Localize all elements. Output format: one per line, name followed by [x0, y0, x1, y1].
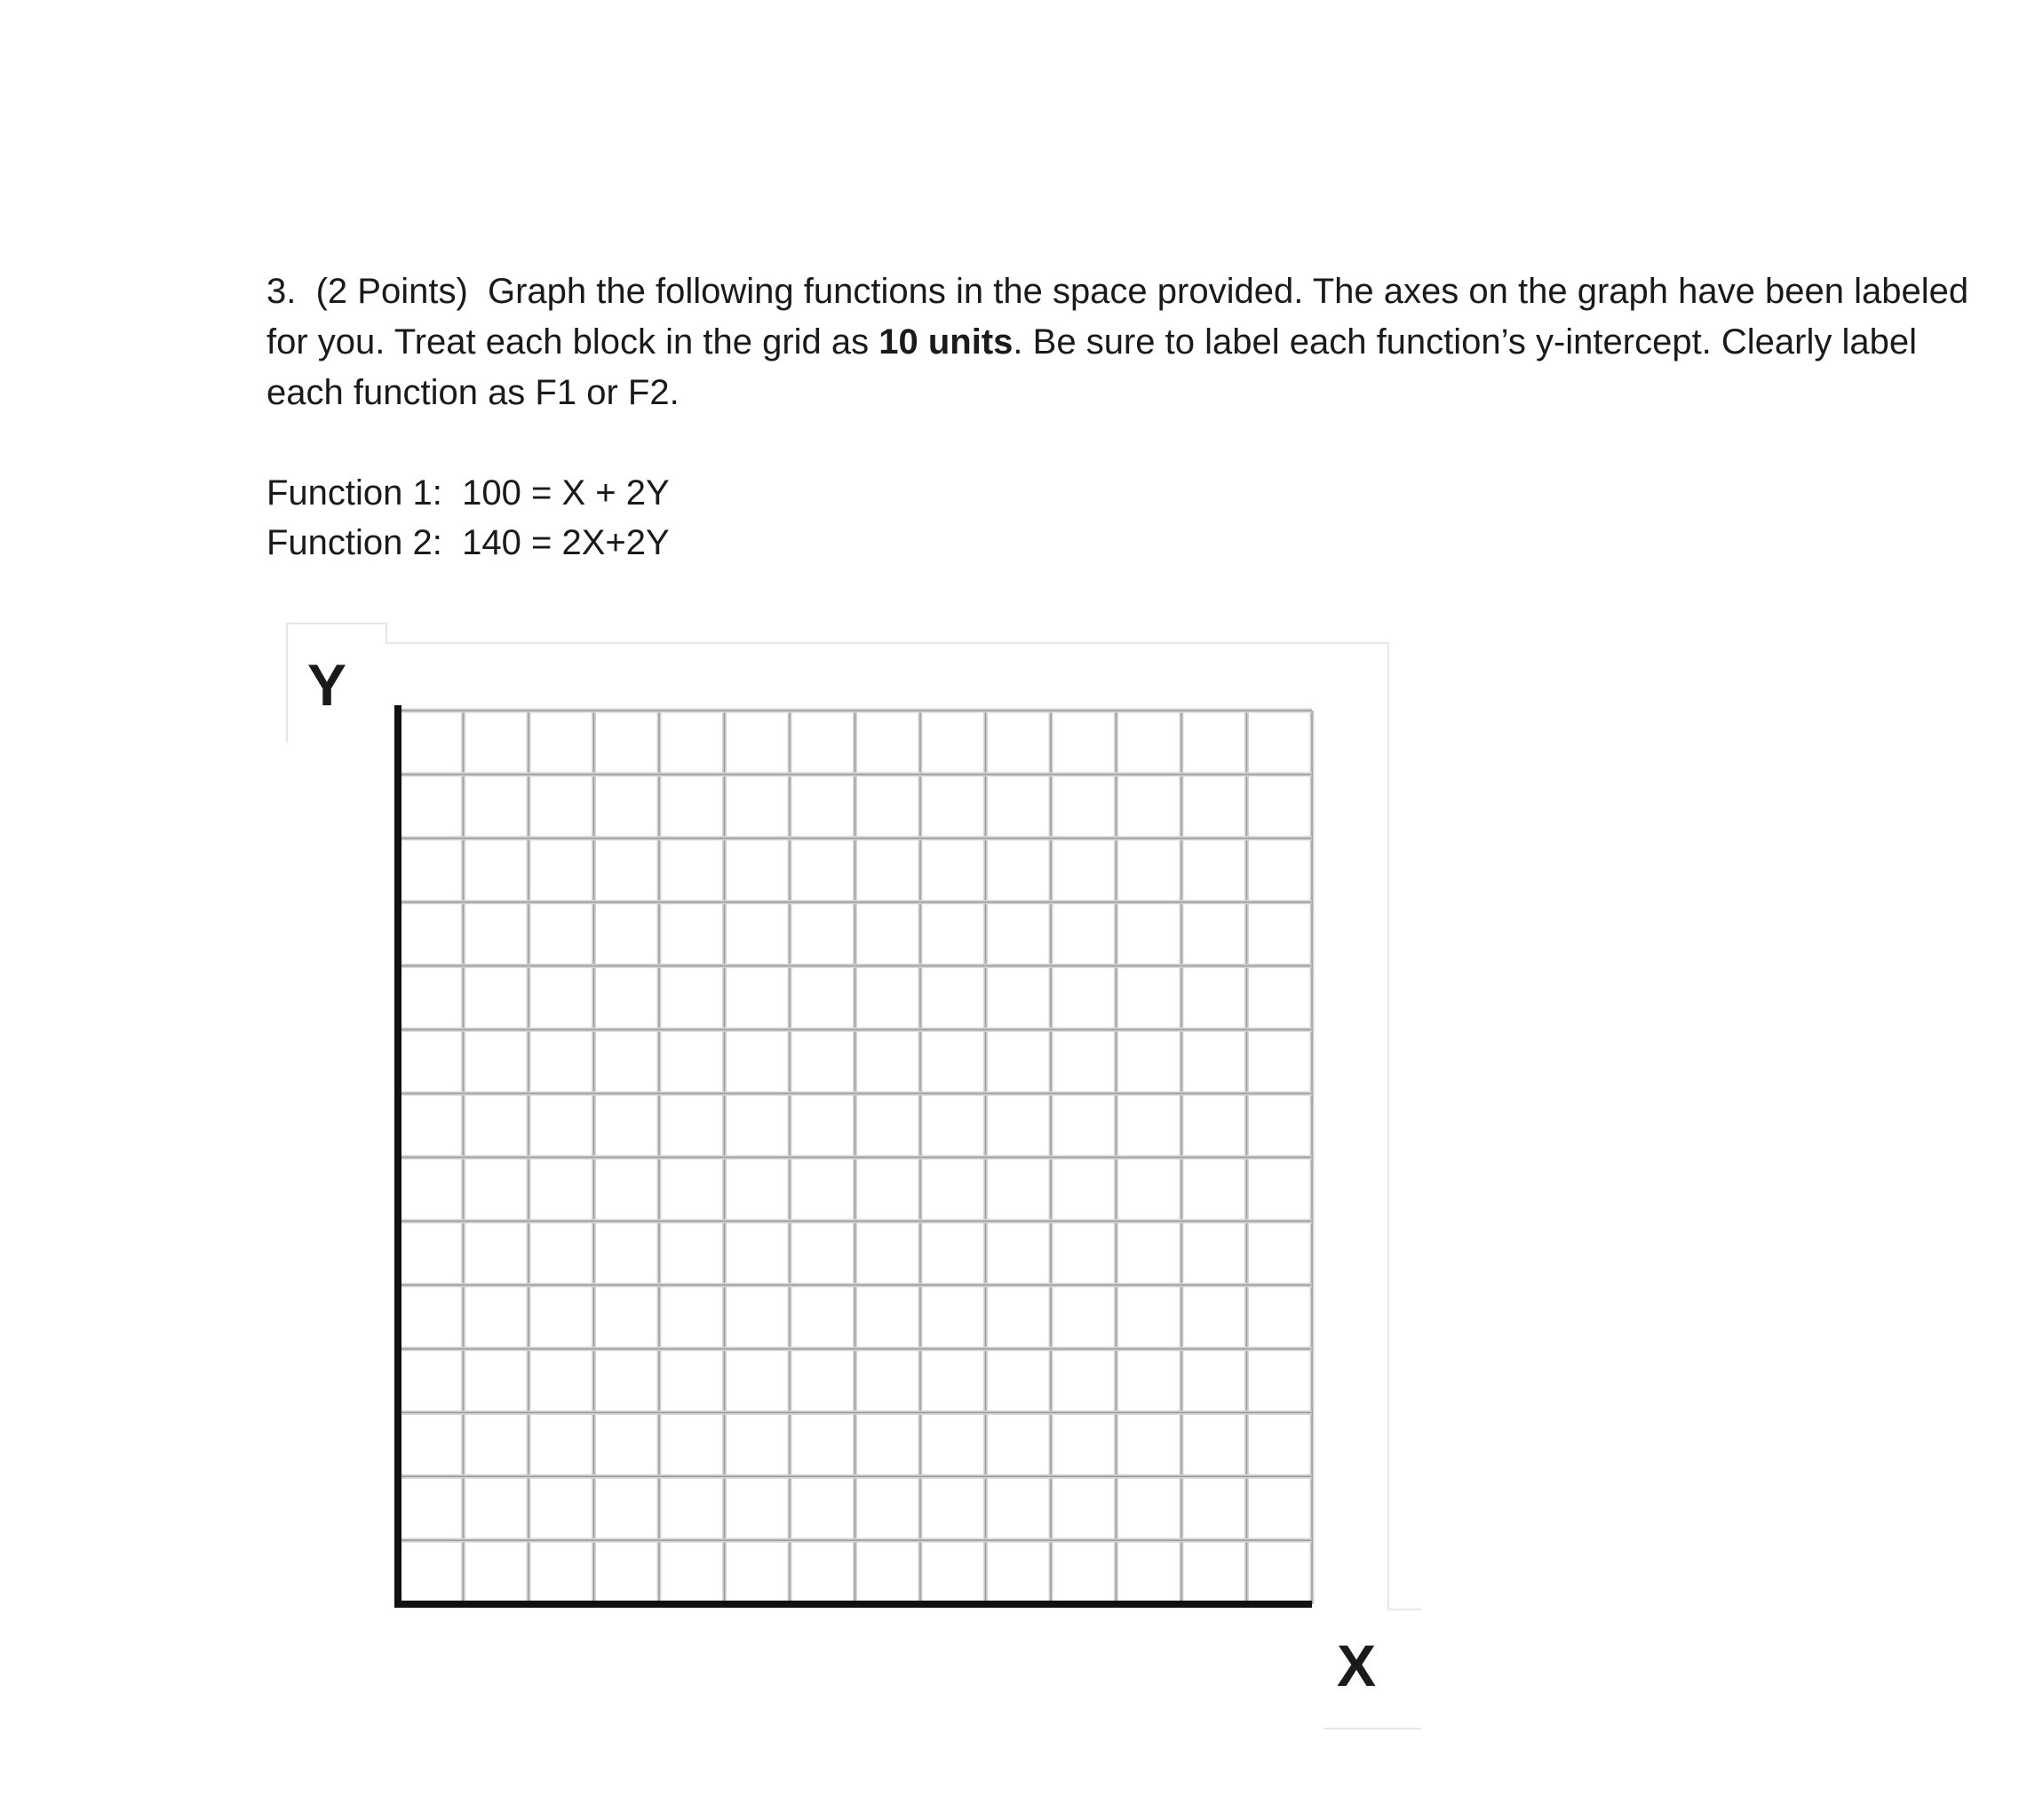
- y-axis-label: Y: [307, 652, 347, 718]
- question-number: 3.: [266, 272, 297, 311]
- question-instructions-part1: Graph the following functions in the space provided. The axes on the graph have been labeled for you. Treat each block in the grid as: [266, 272, 1969, 362]
- function-1-equation: 100 = X + 2Y: [462, 473, 670, 513]
- function-1: [266, 468, 670, 519]
- question-text: [266, 266, 1981, 418]
- axes: [394, 705, 1312, 1608]
- function-2: [266, 518, 670, 568]
- image-frame: [287, 624, 1421, 1729]
- function-1-label: Function 1:: [266, 473, 442, 513]
- question-units-emphasis: 10 units: [878, 322, 1014, 362]
- function-2-label: Function 2:: [266, 523, 442, 562]
- x-axis-label: X: [1337, 1633, 1377, 1698]
- function-2-equation: 140 = 2X+2Y: [462, 523, 670, 562]
- grid: [398, 711, 1312, 1604]
- question-instructions-part2: . Be sure to label each function’s y-intercept. Clearly label each function as F1 or F2.: [266, 322, 1917, 412]
- question-points: (2 Points): [315, 272, 468, 311]
